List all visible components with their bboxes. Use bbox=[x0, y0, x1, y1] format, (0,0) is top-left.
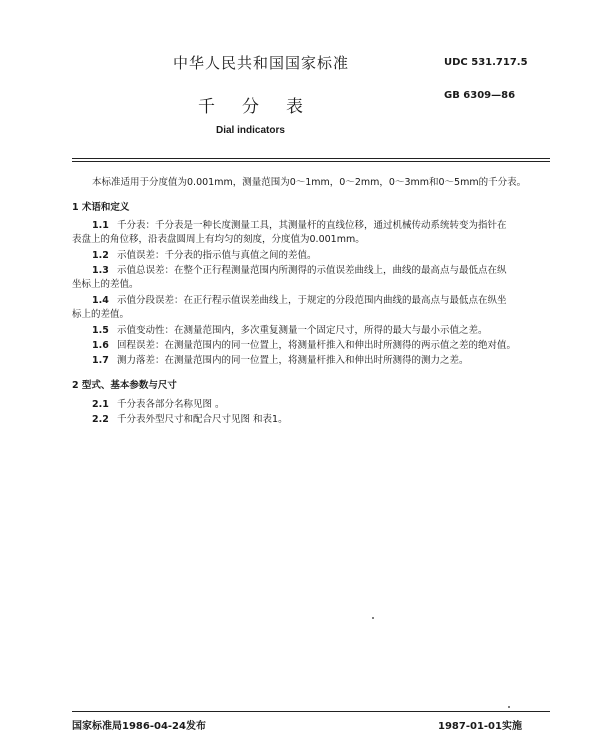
clause-1-1-cont: 表盘上的角位移，沿表盘圆周上有均匀的刻度，分度值为0.001mm。 bbox=[72, 234, 365, 245]
clause-text: 千分表外型尺寸和配合尺寸见图 和表1。 bbox=[117, 414, 288, 425]
header-rule-top bbox=[72, 158, 550, 159]
header-rule-bottom bbox=[72, 161, 550, 162]
clause-text: 示值总误差：在整个正行程测量范围内所测得的示值误差曲线上，曲线的最高点与最低点在纵 bbox=[117, 265, 507, 276]
gb-code: GB 6309—86 bbox=[444, 90, 516, 101]
clause-1-5 bbox=[92, 324, 488, 337]
scan-speck bbox=[372, 617, 374, 619]
clause-1-3 bbox=[92, 264, 507, 277]
issue-date: 国家标准局1986-04-24发布 bbox=[72, 721, 206, 732]
section-1-heading: 1 术语和定义 bbox=[72, 202, 130, 213]
clause-number: 1.3 bbox=[92, 265, 109, 276]
clause-text: 示值变动性：在测量范围内，多次重复测量一个固定尺寸，所得的最大与最小示值之差。 bbox=[117, 325, 488, 336]
clause-1-4 bbox=[92, 294, 507, 307]
scan-speck bbox=[508, 706, 510, 708]
clause-1-7 bbox=[92, 354, 469, 367]
clause-number: 1.4 bbox=[92, 295, 109, 306]
clause-1-3-cont: 坐标上的差值。 bbox=[72, 279, 139, 290]
clause-number: 1.7 bbox=[92, 355, 109, 366]
section-2-heading: 2 型式、基本参数与尺寸 bbox=[72, 380, 177, 391]
clause-number: 1.5 bbox=[92, 325, 109, 336]
clause-1-2 bbox=[92, 249, 317, 262]
standard-name: 中华人民共和国国家标准 bbox=[173, 54, 350, 72]
clause-2-2 bbox=[92, 413, 288, 426]
clause-text: 示值误差：千分表的指示值与真值之间的差值。 bbox=[117, 250, 317, 261]
clause-text: 回程误差：在测量范围内的同一位置上，将测量杆推入和伸出时所测得的两示值之差的绝对值。 bbox=[117, 340, 517, 351]
clause-1-6 bbox=[92, 339, 516, 352]
clause-number: 1.1 bbox=[92, 220, 109, 231]
clause-1-4-cont: 标上的差值。 bbox=[72, 309, 130, 320]
document-title: 千分表 bbox=[198, 97, 330, 117]
clause-2-1 bbox=[92, 398, 225, 411]
udc-code: UDC 531.717.5 bbox=[444, 57, 528, 68]
footer-rule bbox=[72, 711, 550, 712]
clause-number: 2.2 bbox=[92, 414, 109, 425]
clause-text: 千分表各部分名称见图 。 bbox=[117, 399, 225, 410]
clause-text: 测力落差：在测量范围内的同一位置上，将测量杆推入和伸出时所测得的测力之差。 bbox=[117, 355, 469, 366]
clause-number: 2.1 bbox=[92, 399, 109, 410]
clause-1-1 bbox=[92, 219, 507, 232]
clause-number: 1.6 bbox=[92, 340, 109, 351]
effective-date: 1987-01-01实施 bbox=[438, 721, 522, 732]
scope-paragraph: 本标准适用于分度值为0.001mm，测量范围为0～1mm，0～2mm，0～3mm和0～5mm的千分表。 bbox=[92, 177, 527, 188]
english-title: Dial indicators bbox=[216, 125, 285, 136]
clause-text: 示值分段误差：在正行程示值误差曲线上，于规定的分段范围内曲线的最高点与最低点在纵坐 bbox=[117, 295, 507, 306]
clause-number: 1.2 bbox=[92, 250, 109, 261]
clause-text: 千分表：千分表是一种长度测量工具，其测量杆的直线位移，通过机械传动系统转变为指针在 bbox=[117, 220, 507, 231]
